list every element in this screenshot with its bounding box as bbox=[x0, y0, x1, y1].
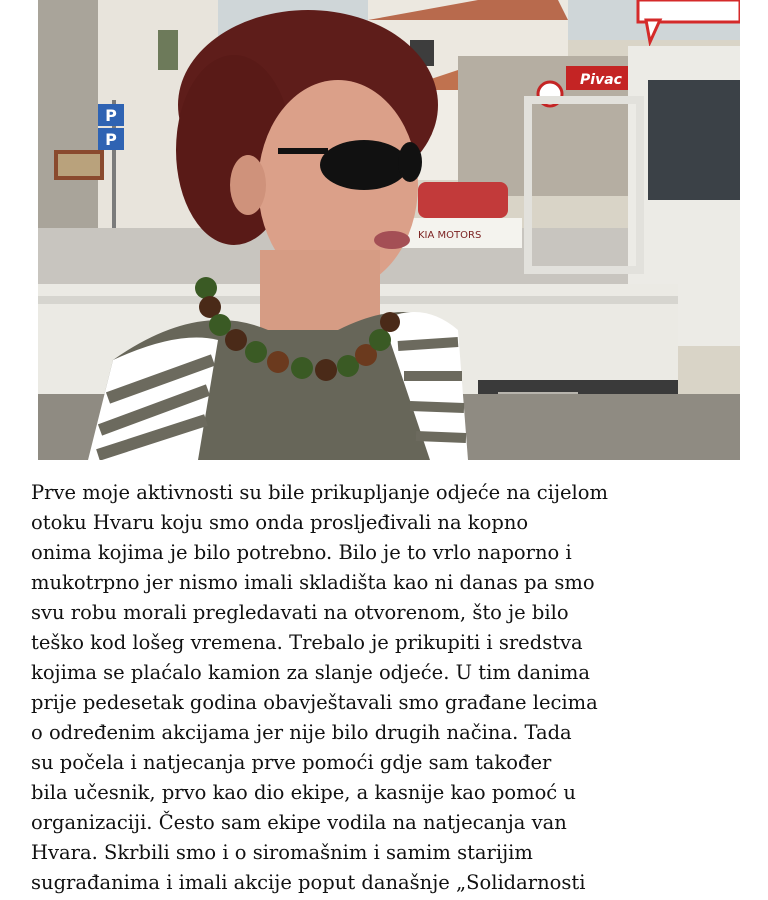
article-line: onima kojima je bilo potrebno. Bilo je to vrlo naporno i bbox=[31, 541, 572, 564]
article-line: sugrađanima i imali akcije poput današnje „Solidarnosti bbox=[31, 871, 586, 894]
article-line: su počela i natjecanja prve pomoći gdje sam također bbox=[31, 751, 552, 774]
article-line: teško kod lošeg vremena. Trebalo je prikupiti i sredstva bbox=[31, 631, 583, 654]
article-line: kojima se plaćalo kamion za slanje odjeće. U tim danima bbox=[31, 661, 591, 684]
article-line: svu robu morali pregledavati na otvorenom, što je bilo bbox=[31, 601, 569, 624]
article-line: mukotrpno jer nismo imali skladišta kao ni danas pa smo bbox=[31, 571, 595, 594]
article-line: bila učesnik, prvo kao dio ekipe, a kasnije kao pomoć u bbox=[31, 781, 576, 804]
svg-text:Pivac: Pivac bbox=[580, 72, 622, 88]
article-line: prije pedesetak godina obavještavali smo građane lecima bbox=[31, 691, 598, 714]
article-line: otoku Hvaru koju smo onda prosljeđivali na kopno bbox=[31, 511, 529, 534]
svg-text:P: P bbox=[105, 106, 117, 125]
svg-text:P: P bbox=[105, 130, 117, 149]
article-photo bbox=[38, 0, 740, 460]
article-line: organizaciji. Često sam ekipe vodila na natjecanja van bbox=[31, 811, 567, 834]
article-line: Prve moje aktivnosti su bile prikupljanje odjeće na cijelom bbox=[31, 481, 608, 504]
article-line: o određenim akcijama jer nije bilo drugih načina. Tada bbox=[31, 721, 572, 744]
article-body bbox=[31, 478, 751, 898]
article-line: Hvara. Skrbili smo i o siromašnim i samim starijim bbox=[31, 841, 533, 864]
svg-text:KIA MOTORS: KIA MOTORS bbox=[418, 230, 482, 241]
